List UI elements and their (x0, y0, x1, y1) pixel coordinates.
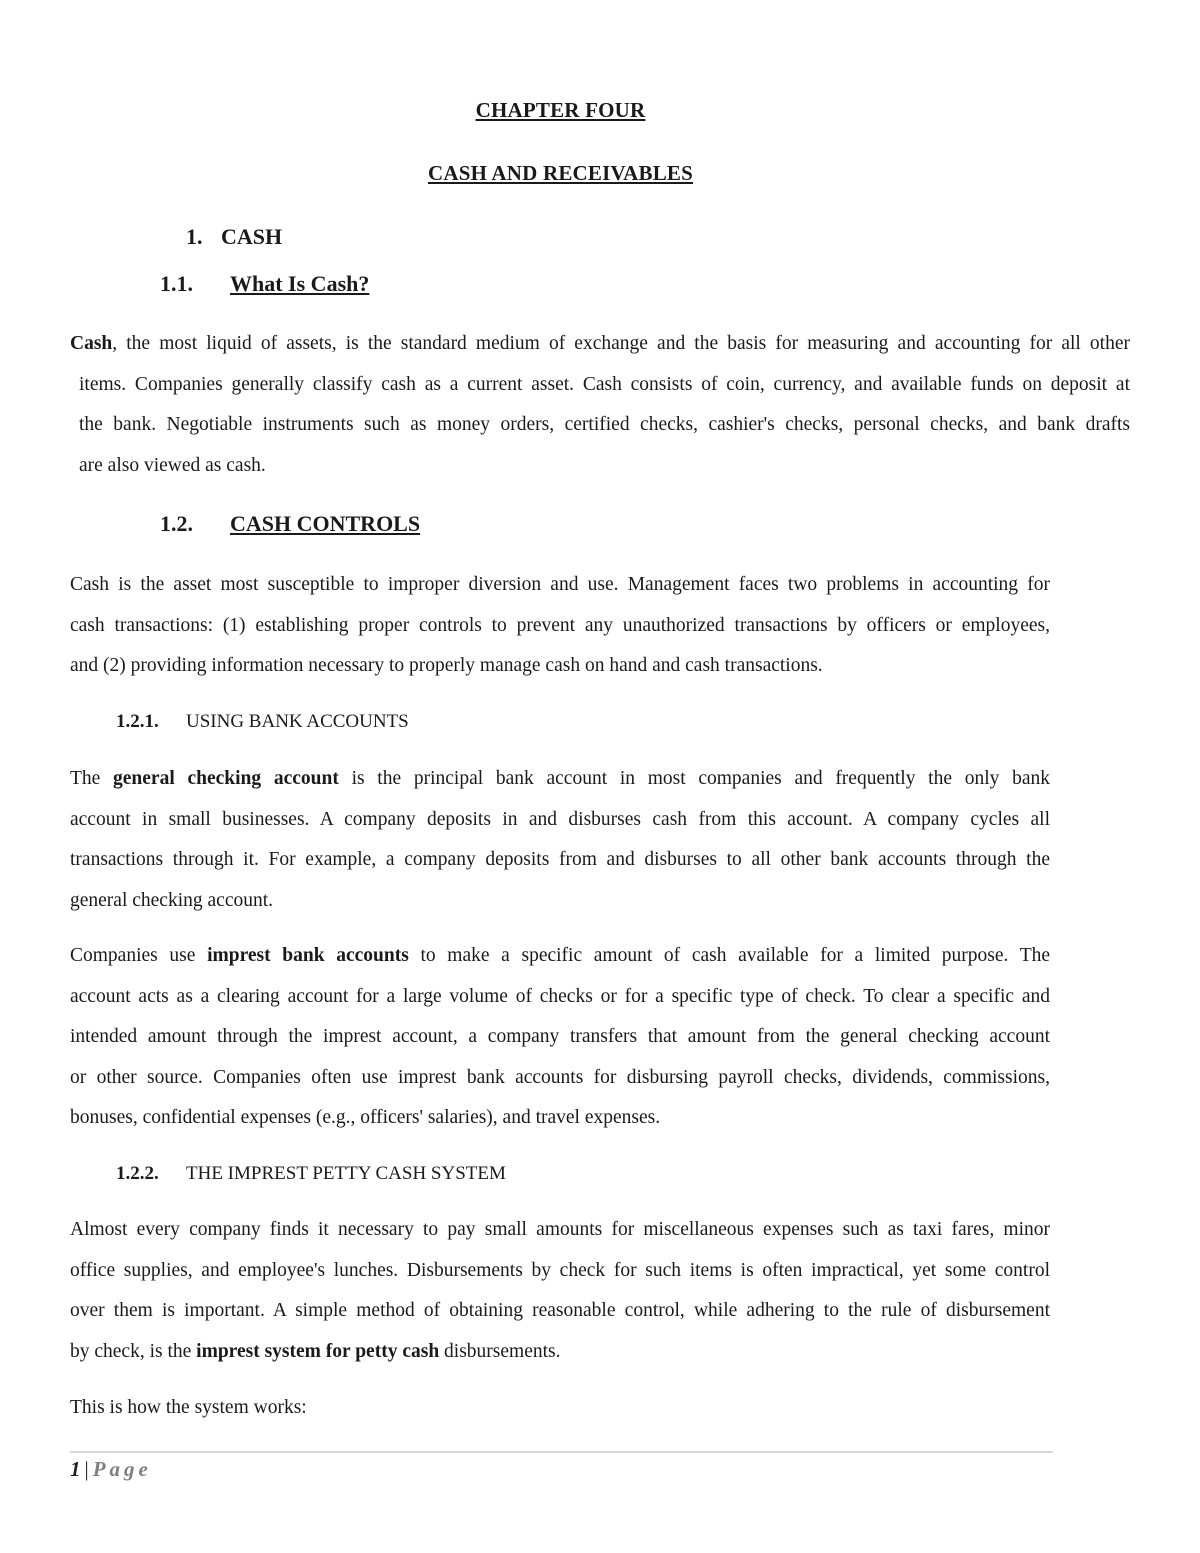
section-title: CASH CONTROLS (230, 511, 421, 536)
paragraph-line: intended amount through the imprest account, a company transfers that amount from the general checking account (70, 1026, 1050, 1047)
section-title: THE IMPREST PETTY CASH SYSTEM (186, 1163, 506, 1184)
paragraph-cash-controls (70, 565, 1050, 687)
paragraph-line: cash transactions: (1) establishing proper controls to prevent any unauthorized transactions by officers or employees, (70, 614, 1050, 636)
section-number: 1.2.1. (116, 711, 159, 732)
footer-divider (70, 1451, 1053, 1453)
paragraph-line: and (2) providing information necessary to properly manage cash on hand and cash transactions. (70, 655, 823, 676)
paragraph-line: The general checking account is the principal bank account in most companies and frequently the only bank (70, 768, 1050, 789)
page-number: 1 (70, 1457, 81, 1481)
section-heading-petty-cash-system (116, 1163, 506, 1185)
paragraph-line: office supplies, and employee's lunches. Disbursements by check for such items is often impractical, yet some control (70, 1259, 1050, 1281)
paragraph-line: or other source. Companies often use imprest bank accounts for disbursing payroll checks, dividends, commissions, (70, 1066, 1050, 1088)
section-heading-cash (186, 224, 282, 250)
section-title: CASH (221, 224, 283, 249)
paragraph-line: by check, is the imprest system for petty cash disbursements. (70, 1340, 561, 1362)
paragraph-petty-cash (70, 1210, 1050, 1372)
bold-term: Cash (70, 333, 113, 354)
section-title: USING BANK ACCOUNTS (186, 711, 409, 732)
section-number: 1. (186, 224, 203, 249)
paragraph-line: items. Companies generally classify cash as a current asset. Cash consists of coin, currency, and available funds on deposit at (79, 373, 1130, 395)
section-heading-using-bank-accounts (116, 711, 409, 733)
paragraph-how-system-works (70, 1388, 307, 1429)
bold-term: imprest bank accounts (207, 945, 409, 966)
section-number: 1.1. (160, 271, 193, 296)
paragraph-line: the bank. Negotiable instruments such as money orders, certified checks, cashier's checks, personal checks, and bank drafts (79, 414, 1130, 435)
paragraph-line: Companies use imprest bank accounts to make a specific amount of cash available for a limited purpose. The (70, 945, 1051, 966)
paragraph-imprest-bank-accounts (70, 936, 1050, 1139)
section-number: 1.2. (160, 511, 193, 536)
section-heading-cash-controls (160, 511, 420, 537)
paragraph-line: general checking account. (70, 889, 274, 911)
section-title: What Is Cash? (230, 271, 370, 296)
paragraph-line: account in small businesses. A company deposits in and disburses cash from this account. A company cycles all (70, 808, 1050, 830)
bold-term: general checking account (113, 768, 339, 789)
bold-term: imprest system for petty cash (196, 1340, 440, 1362)
paragraph-what-is-cash (70, 324, 1130, 486)
paragraph-line: Cash is the asset most susceptible to improper diversion and use. Management faces two problems in accounting for (70, 574, 1050, 595)
section-number: 1.2.2. (116, 1163, 159, 1184)
paragraph-line: are also viewed as cash. (79, 454, 266, 476)
footer-separator: | (84, 1457, 89, 1481)
paragraph-line: bonuses, confidential expenses (e.g., officers' salaries), and travel expenses. (70, 1107, 661, 1128)
chapter-subtitle: CASH AND RECEIVABLES (427, 161, 694, 185)
paragraph-line: over them is important. A simple method of obtaining reasonable control, while adhering to the rule of disbursement (70, 1300, 1050, 1321)
page-footer (70, 1457, 152, 1482)
paragraph-line: Almost every company finds it necessary to pay small amounts for miscellaneous expenses such as taxi fares, minor (70, 1219, 1050, 1240)
paragraph-line: transactions through it. For example, a company deposits from and disburses to all other bank accounts through the (70, 849, 1050, 870)
page-label: Page (92, 1457, 152, 1481)
paragraph-line: This is how the system works: (70, 1397, 307, 1418)
chapter-title: CHAPTER FOUR (475, 98, 646, 122)
paragraph-line: Cash, the most liquid of assets, is the standard medium of exchange and the basis for measuring and accounting for all other (70, 333, 1130, 354)
section-heading-what-is-cash (160, 271, 369, 297)
paragraph-general-checking (70, 759, 1050, 921)
paragraph-line: account acts as a clearing account for a large volume of checks or for a specific type of check. To clear a specific and (70, 985, 1050, 1007)
